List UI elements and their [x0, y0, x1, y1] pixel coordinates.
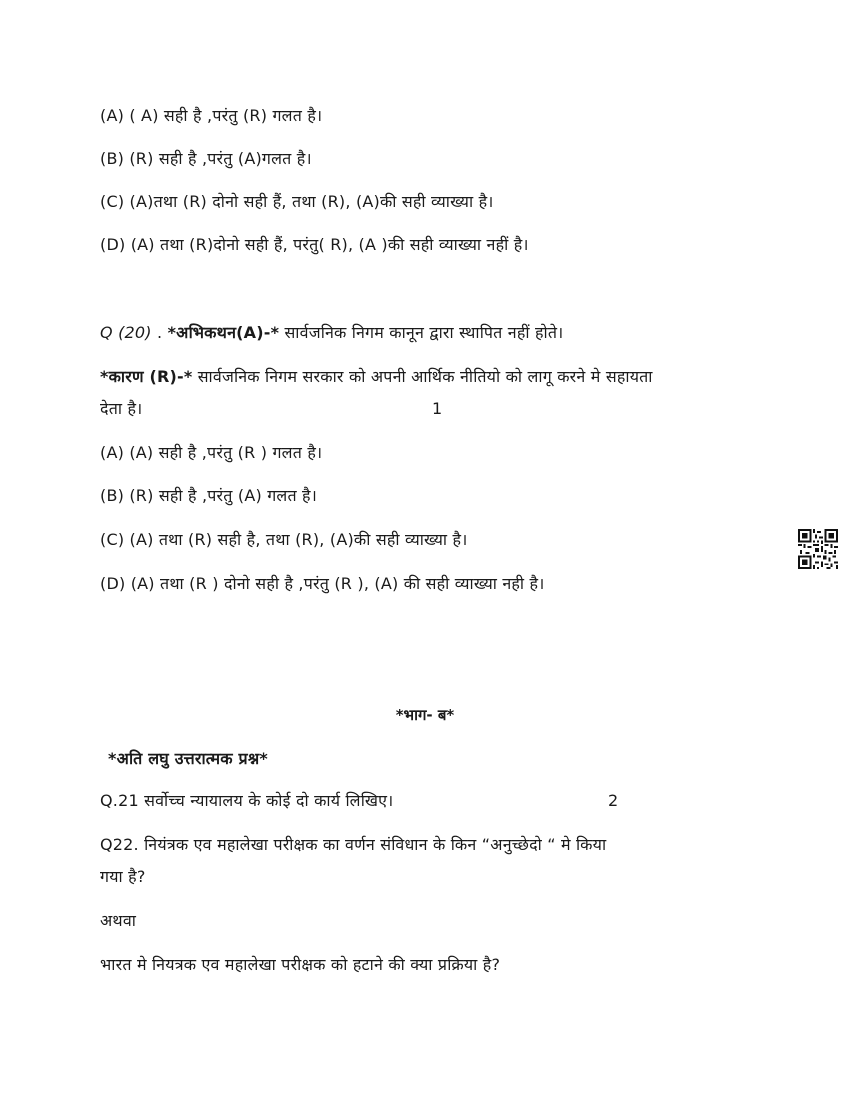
q22-alternative: भारत मे नियत्रक एव महालेखा परीक्षक को हटाने की क्या प्रक्रिया है?: [100, 955, 501, 974]
q20-option-c: (C) (A) तथा (R) सही है, तथा (R), (A)की सही व्याख्या है।: [100, 530, 468, 549]
q20-reason-label: *कारण (R)-*: [100, 367, 193, 386]
q20-separator: .: [151, 323, 168, 342]
q20-reason-continued: देता है।: [100, 399, 143, 418]
q19-option-c: (C) (A)तथा (R) दोनो सही हैं, तथा (R), (A)की सही व्याख्या है।: [100, 192, 494, 211]
q20-reason: [100, 367, 653, 387]
section-title: *भाग- ब*: [395, 706, 455, 724]
q20-option-d: (D) (A) तथा (R ) दोनो सही है ,परंतु (R ), (A) की सही व्याख्या नही है।: [100, 574, 545, 593]
section-subtitle: *अति लघु उत्तरात्मक प्रश्न*: [108, 749, 268, 768]
q20-assertion: [100, 323, 563, 343]
q20-number: Q (20): [100, 323, 152, 342]
q19-option-d: (D) (A) तथा (R)दोनो सही हैं, परंतु( R), (A )की सही व्याख्या नहीं है।: [100, 235, 529, 254]
q20-option-b: (B) (R) सही है ,परंतु (A) गलत है।: [100, 486, 318, 505]
q21-text: Q.21 सर्वोच्च न्यायालय के कोई दो कार्य लिखिए।: [100, 791, 394, 810]
q22-line-2: गया है?: [100, 867, 146, 886]
q20-assertion-text: सार्वजनिक निगम कानून द्वारा स्थापित नहीं होते।: [279, 323, 564, 342]
q19-option-b: (B) (R) सही है ,परंतु (A)गलत है।: [100, 149, 312, 168]
q21-marks: 2: [608, 791, 619, 810]
q22-line-1: Q22. नियंत्रक एव महालेखा परीक्षक का वर्णन संविधान के किन “अनुच्छेदो “ मे किया: [100, 835, 607, 854]
q22-or: अथवा: [100, 911, 137, 930]
q20-assertion-label: *अभिकथन(A)-*: [167, 323, 280, 342]
q19-option-a: (A) ( A) सही है ,परंतु (R) गलत है।: [100, 106, 323, 125]
q20-option-a: (A) (A) सही है ,परंतु (R ) गलत है।: [100, 443, 323, 462]
q20-marks: 1: [432, 399, 443, 418]
q20-reason-text: सार्वजनिक निगम सरकार को अपनी आर्थिक नीतियो को लागू करने मे सहायता: [192, 367, 653, 386]
qr-code-icon: [798, 529, 838, 569]
